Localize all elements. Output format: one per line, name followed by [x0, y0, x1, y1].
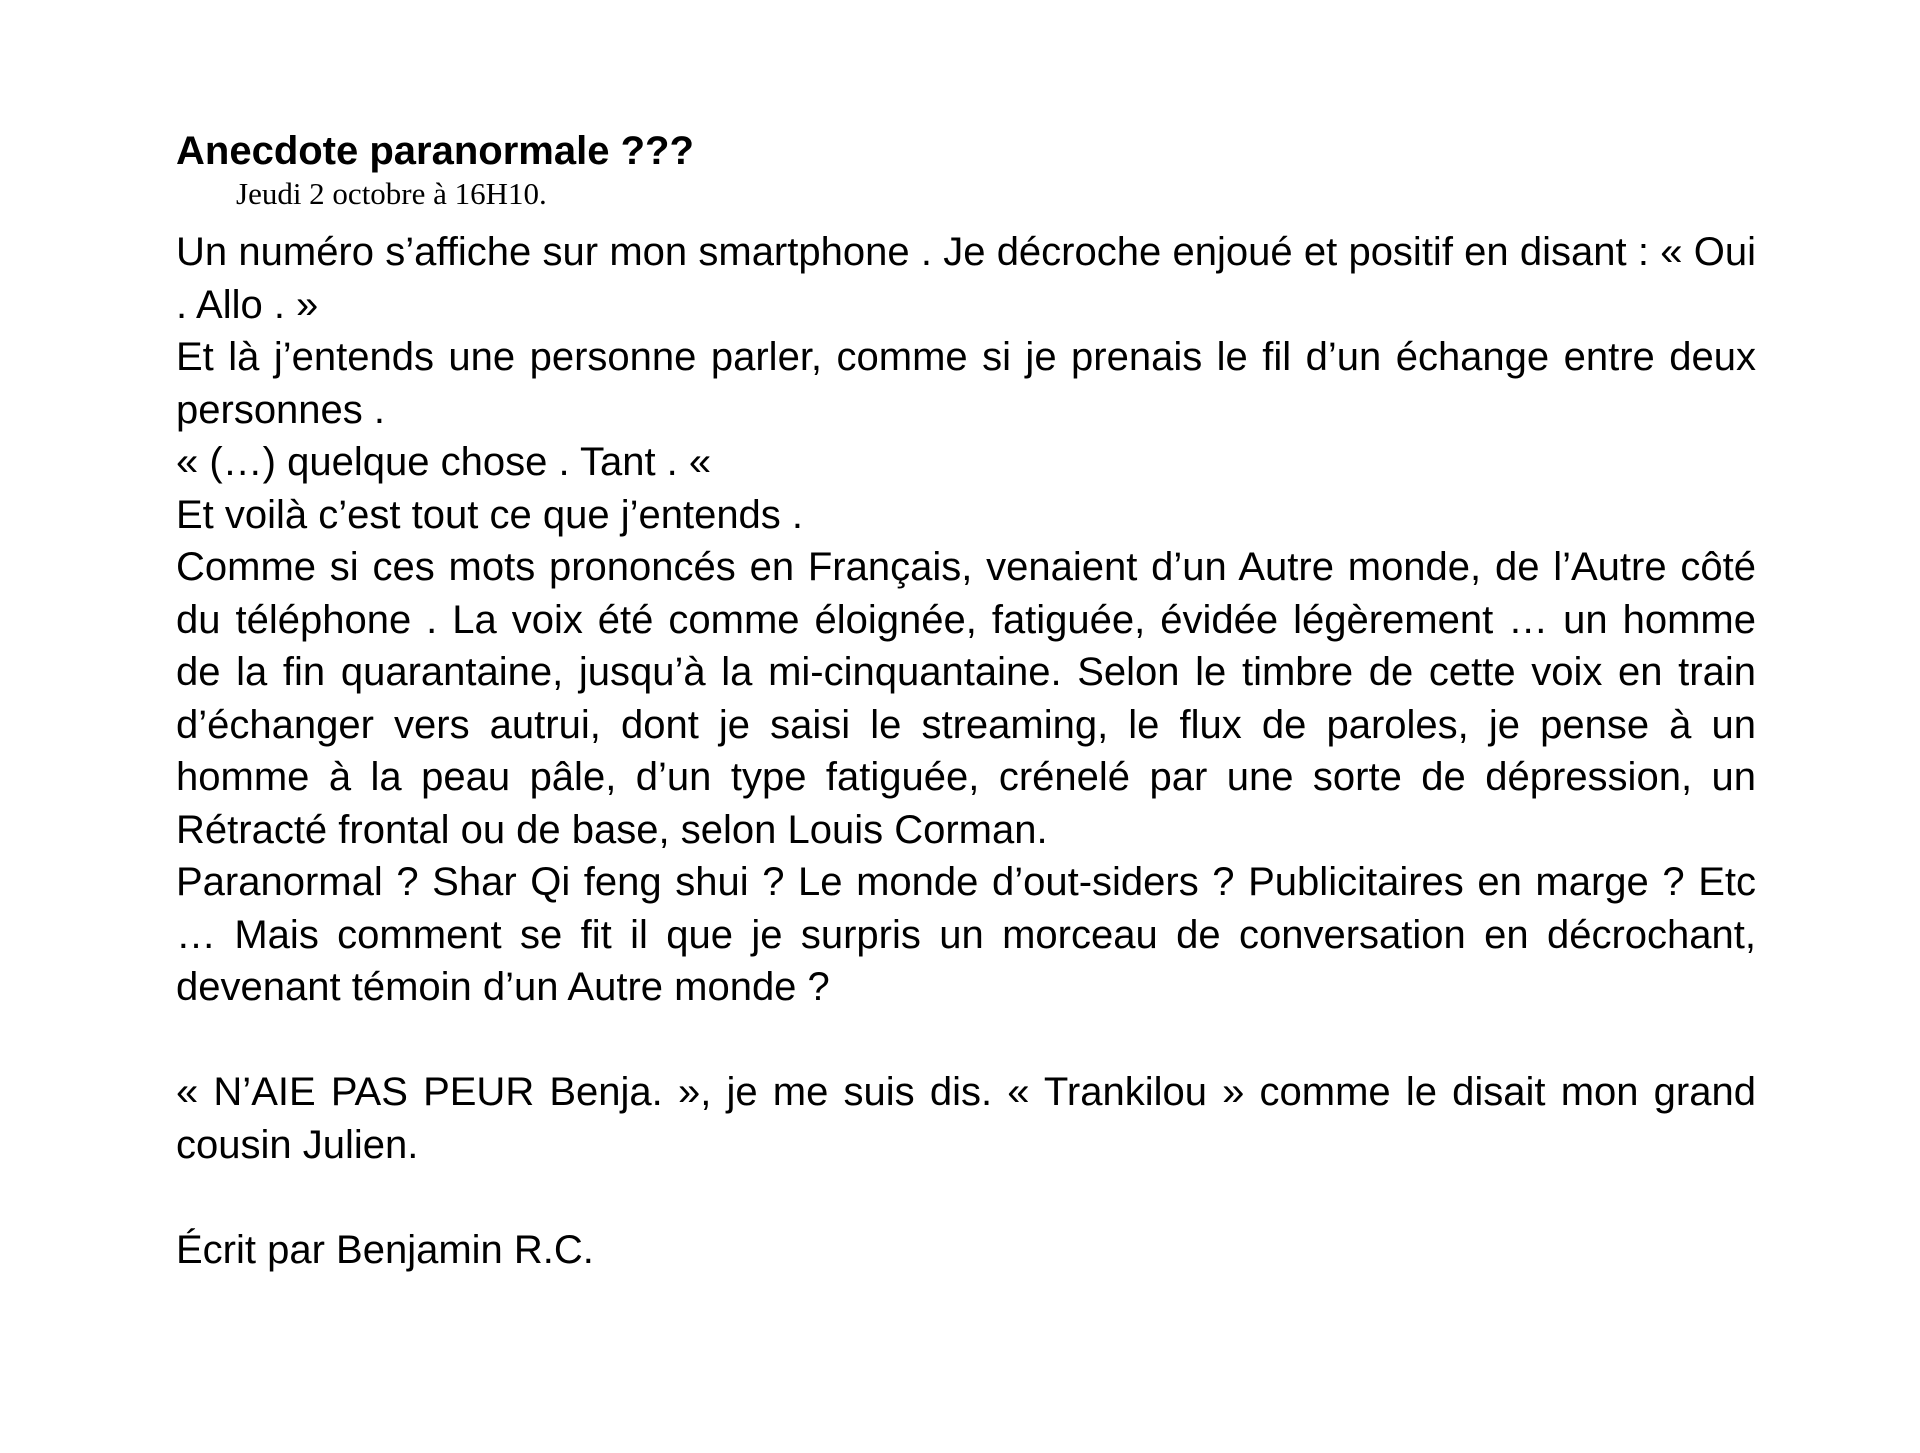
author-signature: Écrit par Benjamin R.C. [176, 1227, 594, 1272]
paragraph-that-is-all: Et voilà c’est tout ce que j’entends . [176, 492, 804, 537]
paragraph-no-fear: « N’AIE PAS PEUR Benja. », je me suis dis. « Trankilou » comme le disait mon grand cousin Julien. [176, 1070, 1756, 1167]
paragraph-description-voice: Comme si ces mots prononcés en Français, venaient d’un Autre monde, de l’Autre côté du téléphone . La voix été comme éloignée, fatiguée, évidée légèrement … un homme de la fin quarantaine, jusqu’à la mi-cinquantaine. Selon le timbre de cette voix en train d’échanger vers autrui, dont je saisi le streaming, le flux de paroles, je pense à un homme à la peau pâle, d’un type fatiguée, crénelé par une sorte de dépression, un Rétracté frontal ou de base, selon Louis Corman. [176, 545, 1756, 852]
paragraph-hearing-voice: Et là j’entends une personne parler, comme si je prenais le fil d’un échange entre deux personnes . [176, 335, 1756, 432]
document-body [176, 226, 1756, 1276]
paragraph-quote: « (…) quelque chose . Tant . « [176, 440, 712, 484]
paragraph-spacer [176, 1014, 1756, 1067]
document-title: Anecdote paranormale ??? [176, 129, 694, 173]
paragraph-spacer [176, 1171, 1756, 1224]
document-page [176, 126, 1756, 1276]
document-date: Jeudi 2 octobre à 16H10. [236, 176, 547, 211]
paragraph-questions: Paranormal ? Shar Qi feng shui ? Le monde d’out-siders ? Publicitaires en marge ? Etc … Mais comment se fit il que je surpris un morceau de conversation en décrochant, devenant témoin d’un Autre monde ? [176, 860, 1756, 1009]
paragraph-phone-call: Un numéro s’affiche sur mon smartphone . Je décroche enjoué et positif en disant : « Oui . Allo . » [176, 230, 1756, 327]
